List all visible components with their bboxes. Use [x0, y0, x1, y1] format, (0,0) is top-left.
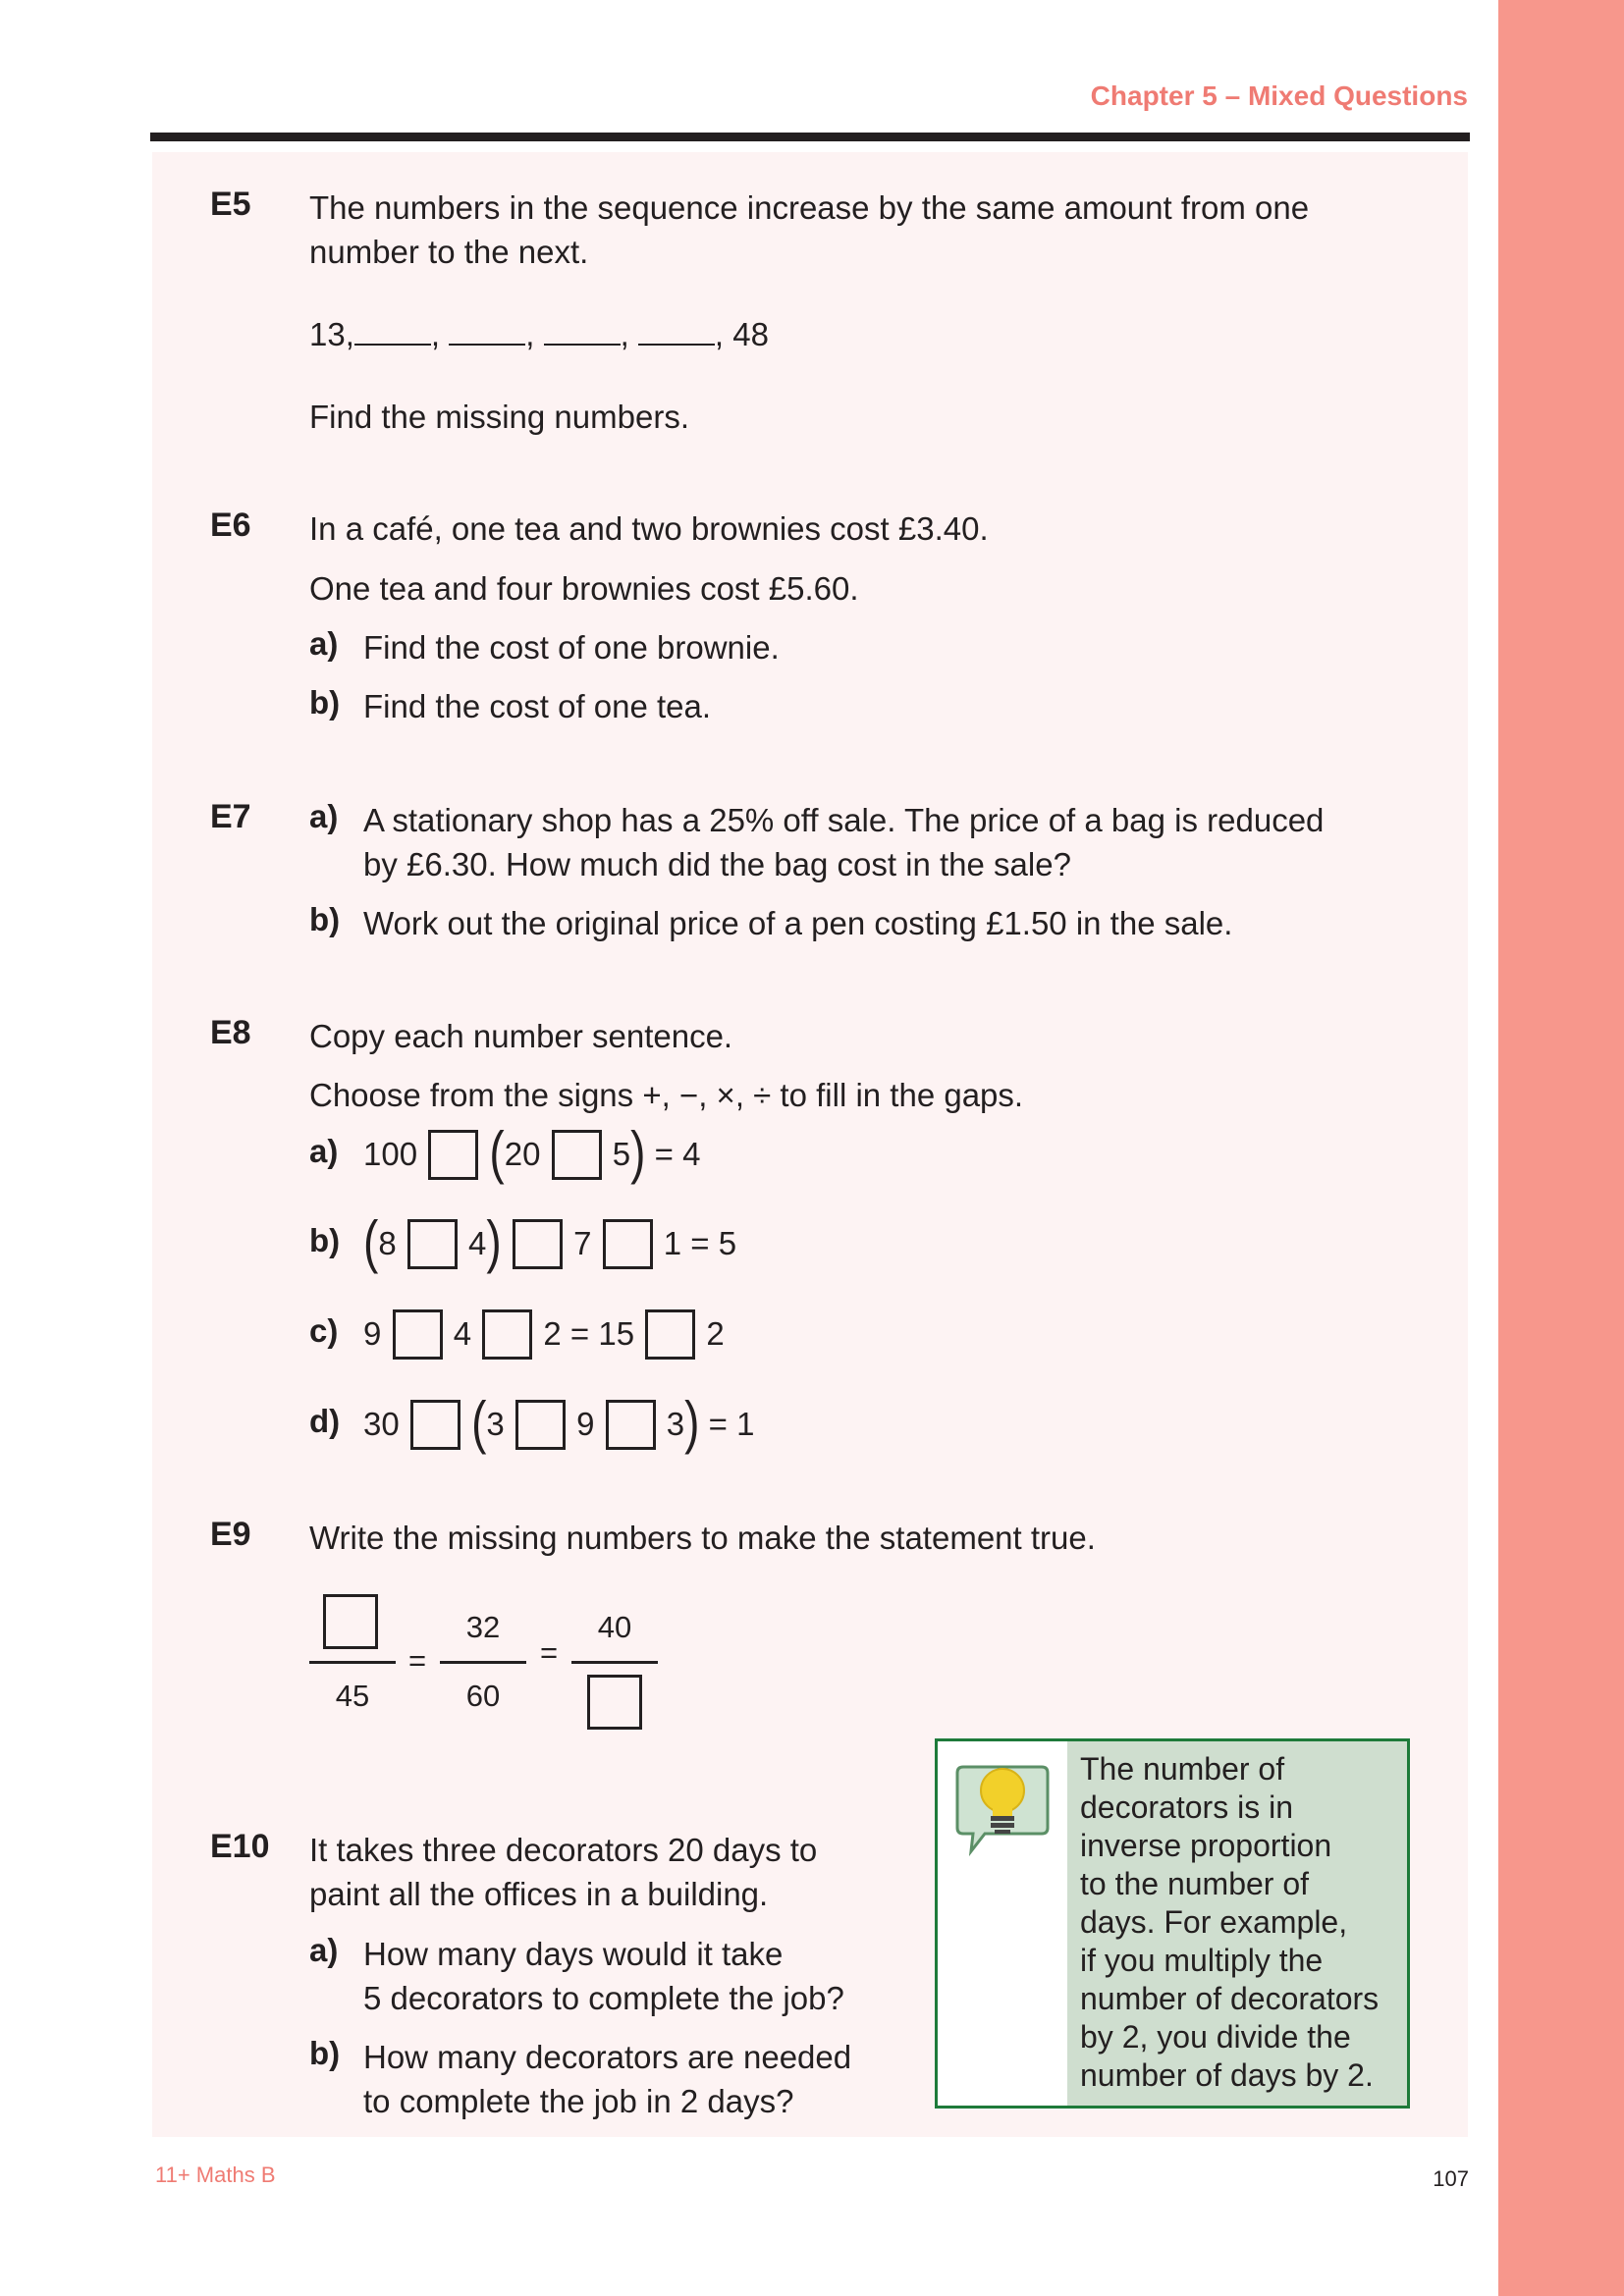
e10-text-line1: It takes three decorators 20 days to: [309, 1832, 818, 1868]
e8-part-d-expression: [363, 1388, 755, 1455]
expr-number: 5: [612, 1136, 631, 1172]
sign-gap-box: [603, 1219, 653, 1269]
sign-gap-box: [410, 1400, 460, 1450]
expr-number: 7: [573, 1225, 592, 1261]
close-paren: ): [684, 1388, 700, 1455]
close-paren: ): [486, 1207, 502, 1274]
e7-part-a-line2: by £6.30. How much did the bag cost in the sale?: [363, 846, 1071, 882]
equals-sign: =: [539, 1635, 559, 1670]
e9-text-line1: Write the missing numbers to make the statement true.: [309, 1520, 1096, 1556]
fraction-bar: [571, 1661, 658, 1664]
fraction-1-denominator: 45: [335, 1679, 370, 1713]
hint-line: by 2, you divide the: [1080, 2019, 1351, 2055]
open-paren: (: [471, 1388, 487, 1455]
e8-part-a-label: a): [309, 1133, 339, 1169]
open-paren: (: [363, 1207, 379, 1274]
sign-gap-box: [393, 1309, 443, 1360]
e6-part-a-text: Find the cost of one brownie.: [363, 629, 780, 666]
e10-part-b-label: b): [309, 2035, 341, 2071]
e8-part-c-label: c): [309, 1312, 339, 1349]
expr-number: 30: [363, 1406, 400, 1442]
hint-line: inverse proportion: [1080, 1828, 1332, 1863]
e5-text-line1: The numbers in the sequence increase by the same amount from one: [309, 189, 1310, 226]
page-number: 107: [1433, 2166, 1469, 2191]
e6-part-b-label: b): [309, 684, 341, 721]
sign-gap-box: [407, 1219, 458, 1269]
sign-gap-box: [515, 1400, 566, 1450]
side-band: [1498, 0, 1624, 2296]
question-number-e10: E10: [210, 1828, 270, 1865]
lightbulb-icon: [951, 1755, 1054, 1863]
e10-part-a-line2: 5 decorators to complete the job?: [363, 1980, 844, 2016]
expr-number: 1 = 5: [663, 1225, 737, 1261]
close-paren: ): [630, 1118, 646, 1185]
e7-part-a-line1: A stationary shop has a 25% off sale. The price of a bag is reduced: [363, 802, 1325, 838]
equals-sign: =: [407, 1643, 427, 1678]
sequence-blank: [638, 314, 715, 346]
question-number-e6: E6: [210, 507, 251, 544]
sign-gap-box: [428, 1130, 478, 1180]
fraction-answer-box: [587, 1675, 642, 1730]
hint-text: [1080, 1750, 1404, 2095]
hint-line: decorators is in: [1080, 1789, 1293, 1825]
sign-gap-box: [645, 1309, 695, 1360]
e10-part-a-line1: How many days would it take: [363, 1936, 784, 1972]
e6-part-a-label: a): [309, 625, 339, 662]
sign-gap-box: [513, 1219, 563, 1269]
header-rule: [150, 133, 1470, 141]
expr-number: 3: [486, 1406, 505, 1442]
expr-number: 4: [468, 1225, 487, 1261]
fraction-2-denominator: 60: [465, 1679, 501, 1713]
fraction-bar: [309, 1661, 396, 1664]
expr-number: 100: [363, 1136, 418, 1172]
expr-number: 4: [453, 1315, 472, 1352]
expr-number: 9: [363, 1315, 382, 1352]
sign-gap-box: [482, 1309, 532, 1360]
expr-result: = 4: [654, 1136, 701, 1172]
e7-part-b-text: Work out the original price of a pen costing £1.50 in the sale.: [363, 905, 1233, 941]
expr-number: 20: [504, 1136, 541, 1172]
e5-instruction: Find the missing numbers.: [309, 399, 689, 435]
expr-number: 2: [706, 1315, 725, 1352]
hint-line: number of days by 2.: [1080, 2057, 1374, 2093]
e5-sequence-end: 48: [732, 316, 769, 352]
hint-line: The number of: [1080, 1751, 1285, 1787]
hint-line: days. For example,: [1080, 1904, 1348, 1940]
footer-book-title: 11+ Maths B: [155, 2163, 276, 2187]
e6-text-line1: In a café, one tea and two brownies cost £3.40.: [309, 510, 989, 547]
expr-number: 3: [666, 1406, 685, 1442]
e5-text-line2: number to the next.: [309, 234, 589, 270]
hint-line: if you multiply the: [1080, 1943, 1324, 1978]
expr-result: = 1: [708, 1406, 755, 1442]
e8-part-b-label: b): [309, 1222, 341, 1258]
e10-part-a-label: a): [309, 1932, 339, 1968]
e10-part-b-line1: How many decorators are needed: [363, 2039, 852, 2075]
open-paren: (: [489, 1118, 505, 1185]
sequence-blank: [354, 314, 431, 346]
sequence-blank: [544, 314, 621, 346]
expr-number: 9: [576, 1406, 595, 1442]
fraction-bar: [440, 1661, 526, 1664]
e6-part-b-text: Find the cost of one tea.: [363, 688, 712, 724]
hint-line: number of decorators: [1080, 1981, 1380, 2016]
e10-text-line2: paint all the offices in a building.: [309, 1876, 769, 1912]
sign-gap-box: [606, 1400, 656, 1450]
sequence-blank: [449, 314, 525, 346]
expr-number: 8: [378, 1225, 397, 1261]
e5-sequence-start: 13,: [309, 316, 354, 352]
fraction-2-numerator: 32: [465, 1610, 501, 1644]
e8-text-line1: Copy each number sentence.: [309, 1018, 733, 1054]
question-number-e5: E5: [210, 186, 251, 223]
e8-part-b-expression: [363, 1207, 737, 1274]
e8-part-a-expression: [363, 1118, 701, 1185]
hint-line: to the number of: [1080, 1866, 1310, 1901]
expr-number: 2 = 15: [543, 1315, 635, 1352]
fraction-answer-box: [323, 1594, 378, 1649]
e10-part-b-line2: to complete the job in 2 days?: [363, 2083, 794, 2119]
e8-part-c-expression: [363, 1304, 725, 1364]
e7-part-b-label: b): [309, 901, 341, 937]
question-number-e9: E9: [210, 1516, 251, 1553]
question-number-e7: E7: [210, 798, 251, 835]
question-number-e8: E8: [210, 1014, 251, 1051]
e8-text-line2: Choose from the signs +, −, ×, ÷ to fill in the gaps.: [309, 1077, 1024, 1113]
chapter-title: Chapter 5 – Mixed Questions: [1090, 80, 1468, 111]
e8-part-d-label: d): [309, 1403, 341, 1439]
e7-part-a-label: a): [309, 798, 339, 834]
sign-gap-box: [552, 1130, 602, 1180]
fraction-3-numerator: 40: [597, 1610, 632, 1644]
e6-text-line2: One tea and four brownies cost £5.60.: [309, 570, 859, 607]
e5-sequence: 13, , , , , 48: [309, 316, 769, 352]
